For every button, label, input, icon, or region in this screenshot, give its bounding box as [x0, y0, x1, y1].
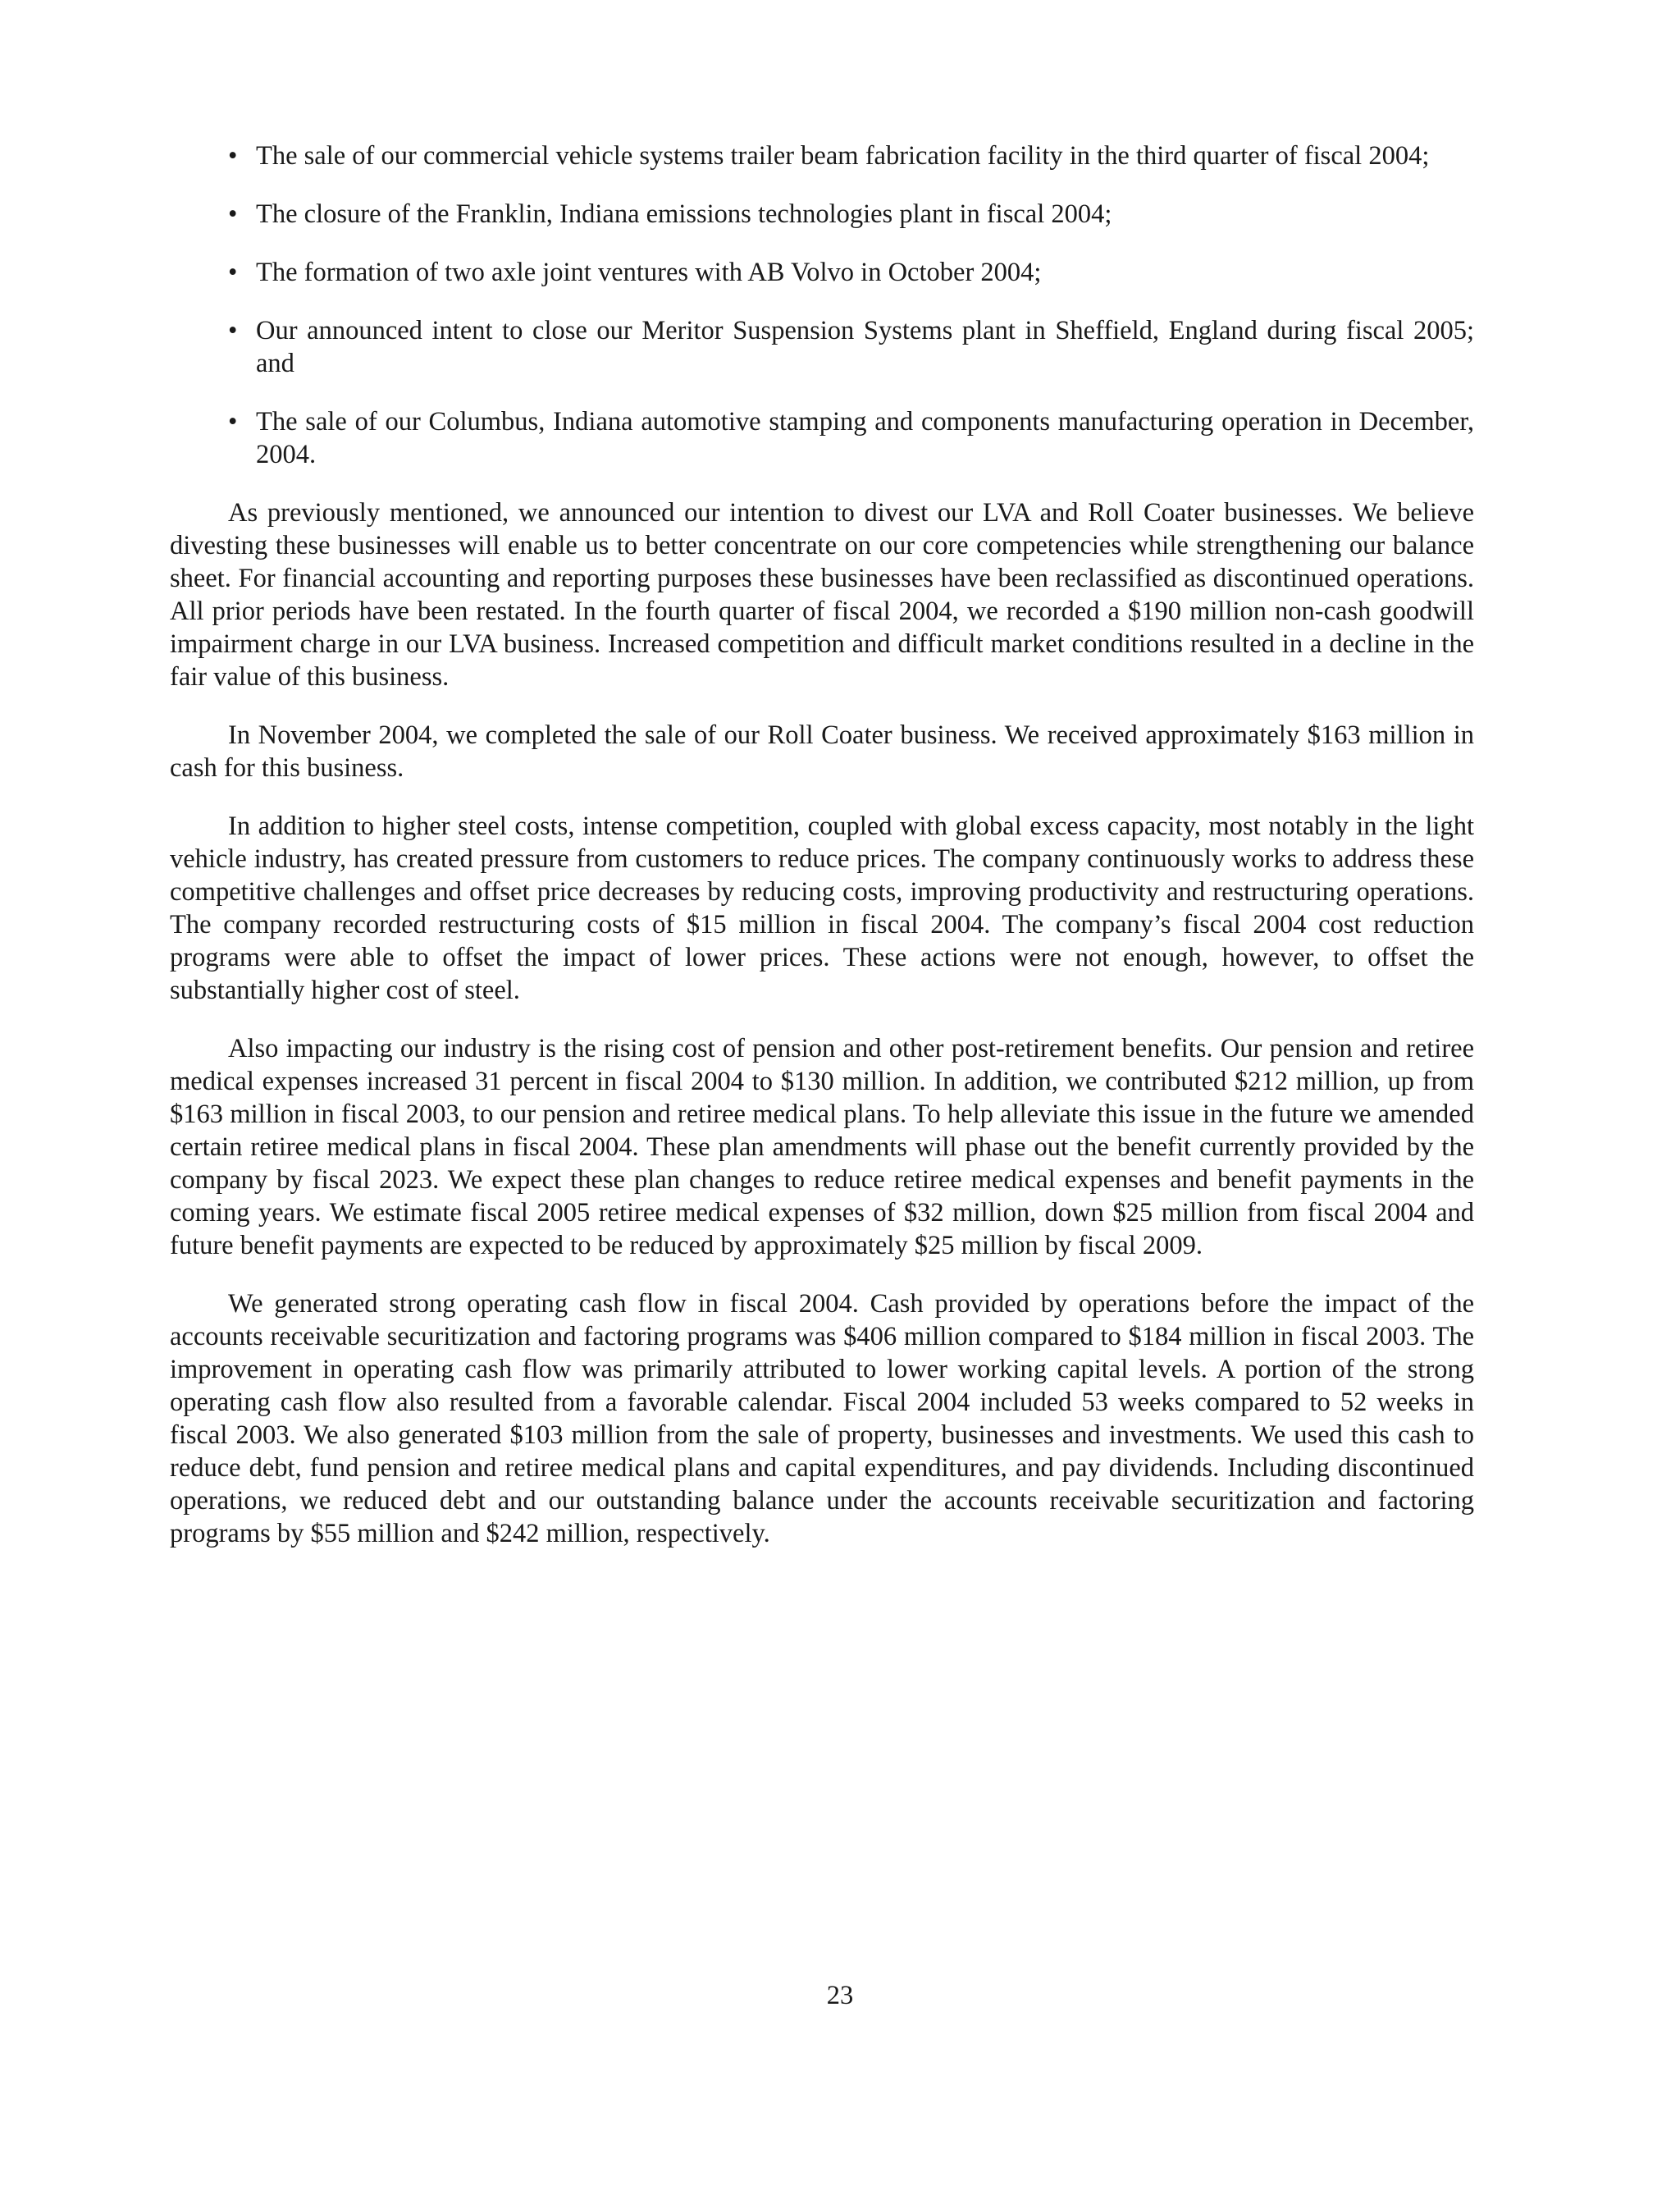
paragraph-divestiture: As previously mentioned, we announced our intention to divest our LVA and Roll Coater businesses. We believe divesting these businesses will enable us to better concentrate on our core competencies while strengthening our balance sheet. For financial accounting and reporting purposes these businesses have been reclassified as discontinued operations. All prior periods have been restated. In the fourth quarter of fiscal 2004, we recorded a $190 million non-cash goodwill impairment charge in our LVA business. Increased competition and difficult market conditions resulted in a decline in the fair value of this business.	[170, 498, 1474, 692]
bullet-item	[170, 405, 1474, 471]
bullet-text: The sale of our commercial vehicle systems trailer beam fabrication facility in the third quarter of fiscal 2004;	[256, 141, 1430, 171]
paragraph-cash-flow: We generated strong operating cash flow in fiscal 2004. Cash provided by operations before the impact of the accounts receivable securitization and factoring programs was $406 million compared to $184 million in fiscal 2003. The improvement in operating cash flow was primarily attributed to lower working capital levels. A portion of the strong operating cash flow also resulted from a favorable calendar. Fiscal 2004 included 53 weeks compared to 52 weeks in fiscal 2003. We also generated $103 million from the sale of property, businesses and investments. We used this cash to reduce debt, fund pension and retiree medical plans and capital expenditures, and pay dividends. Including discontinued operations, we reduced debt and our outstanding balance under the accounts receivable securitization and factoring programs by $55 million and $242 million, respectively.	[170, 1289, 1474, 1548]
bullet-item	[170, 139, 1474, 172]
page-body	[170, 139, 1474, 1575]
bullet-icon: •	[228, 258, 238, 287]
bullet-icon: •	[228, 199, 238, 229]
bullet-item	[170, 314, 1474, 380]
bullet-icon: •	[228, 407, 238, 437]
paragraph-competition: In addition to higher steel costs, intense competition, coupled with global excess capacity, most notably in the light vehicle industry, has created pressure from customers to reduce prices. The company continuously works to address these competitive challenges and offset price decreases by reducing costs, improving productivity and restructuring operations. The company recorded restructuring costs of $15 million in fiscal 2004. The company’s fiscal 2004 cost reduction programs were able to offset the impact of lower prices. These actions were not enough, however, to offset the substantially higher cost of steel.	[170, 812, 1474, 1005]
bullet-text: The closure of the Franklin, Indiana emissions technologies plant in fiscal 2004;	[256, 199, 1112, 229]
page-number: 23	[826, 1981, 854, 2010]
bullet-item	[170, 256, 1474, 289]
paragraph-pension: Also impacting our industry is the rising cost of pension and other post-retirement benefits. Our pension and retiree medical expenses increased 31 percent in fiscal 2004 to $130 million. In addition, we contributed $212 million, up from $163 million in fiscal 2003, to our pension and retiree medical plans. To help alleviate this issue in the future we amended certain retiree medical plans in fiscal 2004. These plan amendments will phase out the benefit currently provided by the company by fiscal 2023. We expect these plan changes to reduce retiree medical expenses and benefit payments in the coming years. We estimate fiscal 2005 retiree medical expenses of $32 million, down $25 million from fiscal 2004 and future benefit payments are expected to be reduced by approximately $25 million by fiscal 2009.	[170, 1034, 1474, 1260]
bullet-list	[170, 139, 1474, 471]
bullet-icon: •	[228, 316, 238, 345]
bullet-text: The formation of two axle joint ventures with AB Volvo in October 2004;	[256, 258, 1042, 287]
bullet-item	[170, 198, 1474, 231]
paragraph-roll-coater-sale: In November 2004, we completed the sale of our Roll Coater business. We received approximately $163 million in cash for this business.	[170, 720, 1474, 783]
bullet-text: The sale of our Columbus, Indiana automotive stamping and components manufacturing operation in December, 2004.	[256, 407, 1474, 469]
bullet-icon: •	[228, 141, 238, 171]
bullet-text: Our announced intent to close our Meritor Suspension Systems plant in Sheffield, England during fiscal 2005; and	[256, 316, 1474, 378]
